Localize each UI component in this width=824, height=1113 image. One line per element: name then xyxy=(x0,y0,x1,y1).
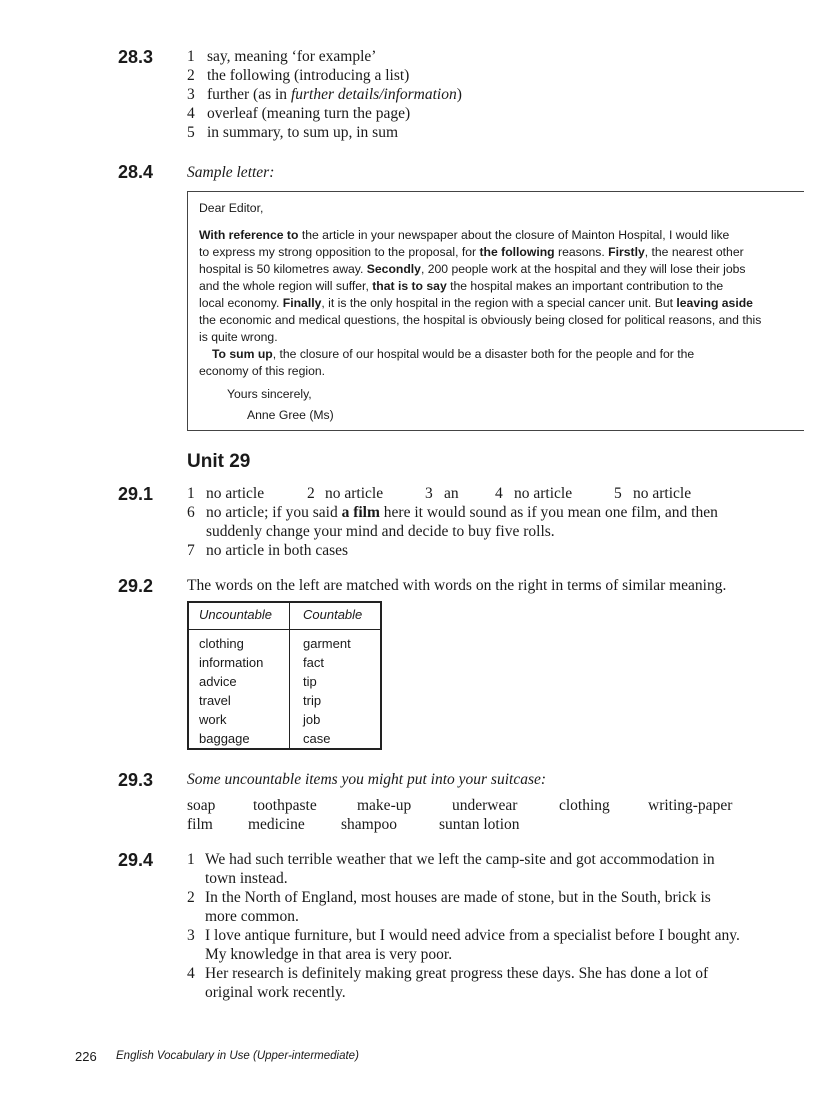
letter-text: , 200 people work at the hospital and they will lose their jobs xyxy=(420,262,746,276)
letter-keyword: With reference to xyxy=(199,228,299,242)
letter-keyword: Firstly xyxy=(608,245,645,259)
answer-text: suddenly change your mind and decide to buy five rolls. xyxy=(206,523,555,540)
table-divider xyxy=(289,603,290,748)
table-cell: clothing xyxy=(199,636,244,651)
letter-text: reasons. xyxy=(554,245,609,259)
letter-line: is quite wrong. xyxy=(199,330,278,344)
letter-line xyxy=(212,347,694,361)
answer-text: more common. xyxy=(205,908,299,925)
answer-text-bold: a film xyxy=(341,504,380,521)
item-number: 4 xyxy=(495,485,503,502)
sample-letter-heading: Sample letter: xyxy=(187,164,275,181)
letter-keyword: Finally xyxy=(282,296,322,310)
answer-text-plain: further (as in xyxy=(207,86,291,103)
answer-text-plain: here it would sound as if you mean one film, and then xyxy=(379,504,718,521)
item-number: 2 xyxy=(307,485,315,502)
item-number: 7 xyxy=(187,542,195,559)
page-number: 226 xyxy=(75,1049,97,1064)
letter-text: the article in your newspaper about the closure of Mainton Hospital, I would like xyxy=(298,228,730,242)
table-header-countable: Countable xyxy=(303,607,363,622)
answer-text: Her research is definitely making great progress these days. She has done a lot of xyxy=(205,965,709,982)
word-item: shampoo xyxy=(341,816,397,833)
table-cell: case xyxy=(303,731,331,746)
table-cell: baggage xyxy=(199,731,250,746)
letter-text: to express my strong opposition to the proposal, for xyxy=(199,245,480,259)
letter-line xyxy=(199,228,729,242)
unit-title: Unit 29 xyxy=(187,451,251,472)
table-cell: advice xyxy=(199,674,237,689)
answer-text: In the North of England, most houses are made of stone, but in the South, brick is xyxy=(205,889,711,906)
answer-text: original work recently. xyxy=(205,984,346,1001)
answer-text: no article xyxy=(633,485,692,502)
letter-text: hospital is 50 kilometres away. xyxy=(199,262,367,276)
table-cell: travel xyxy=(199,693,231,708)
answer-text-end: ) xyxy=(456,86,462,103)
item-number: 2 xyxy=(187,67,195,84)
item-number: 2 xyxy=(187,889,195,906)
word-item: toothpaste xyxy=(253,797,317,814)
section-intro: The words on the left are matched with words on the right in terms of similar meaning. xyxy=(187,577,727,594)
table-cell: job xyxy=(303,712,321,727)
letter-text: , the closure of our hospital would be a disaster both for the people and for the xyxy=(272,347,695,361)
item-number: 6 xyxy=(187,504,195,521)
table-divider xyxy=(189,629,380,630)
item-number: 1 xyxy=(187,485,195,502)
word-item: clothing xyxy=(559,797,610,814)
section-intro: Some uncountable items you might put into your suitcase: xyxy=(187,771,547,788)
answer-text: I love antique furniture, but I would need advice from a specialist before I bought any. xyxy=(205,927,740,944)
letter-line xyxy=(199,262,745,276)
answer-text: say, meaning ‘for example’ xyxy=(207,48,377,65)
word-item: film xyxy=(187,816,213,833)
book-title: English Vocabulary in Use (Upper-intermediate) xyxy=(116,1050,359,1062)
table-cell: fact xyxy=(303,655,324,670)
letter-keyword: To sum up xyxy=(212,347,273,361)
answer-text: We had such terrible weather that we left the camp-site and got accommodation in xyxy=(205,851,715,868)
word-item: soap xyxy=(187,797,216,814)
table-cell: trip xyxy=(303,693,322,708)
answer-text: overleaf (meaning turn the page) xyxy=(207,105,411,122)
letter-line: the economic and medical questions, the hospital is obviously being closed for political reasons, and this xyxy=(199,313,762,327)
answer-text-italic: further details/information xyxy=(290,86,457,103)
letter-keyword: Secondly xyxy=(366,262,421,276)
letter-line: economy of this region. xyxy=(199,364,326,378)
section-number-29-4: 29.4 xyxy=(118,850,154,870)
section-number-29-3: 29.3 xyxy=(118,770,154,790)
letter-line xyxy=(199,245,744,259)
item-number: 5 xyxy=(187,124,195,141)
section-number-28-4: 28.4 xyxy=(118,162,154,182)
word-item: suntan lotion xyxy=(439,816,520,833)
item-number: 3 xyxy=(425,485,433,502)
item-number: 5 xyxy=(614,485,622,502)
letter-line xyxy=(199,279,723,293)
letter-text: the hospital makes an important contribution to the xyxy=(446,279,724,293)
item-number: 1 xyxy=(187,48,195,65)
answer-text: no article in both cases xyxy=(206,542,349,559)
letter-keyword: leaving aside xyxy=(676,296,753,310)
answer-text xyxy=(206,504,718,522)
section-number-29-1: 29.1 xyxy=(118,484,154,504)
item-number: 4 xyxy=(187,105,195,122)
letter-salutation: Dear Editor, xyxy=(199,201,264,215)
word-item: make-up xyxy=(357,797,412,814)
item-number: 3 xyxy=(187,927,195,944)
answer-text: My knowledge in that area is very poor. xyxy=(205,946,453,963)
letter-text: , the nearest other xyxy=(644,245,744,259)
word-item: medicine xyxy=(248,816,305,833)
item-number: 3 xyxy=(187,86,195,103)
letter-text: and the whole region will suffer, xyxy=(199,279,373,293)
table-cell: garment xyxy=(303,636,351,651)
letter-line xyxy=(199,296,753,310)
item-number: 1 xyxy=(187,851,195,868)
answer-text: an xyxy=(444,485,459,502)
answer-text: the following (introducing a list) xyxy=(207,67,410,84)
word-item: writing-paper xyxy=(648,797,733,814)
letter-keyword: the following xyxy=(479,245,555,259)
item-number: 4 xyxy=(187,965,195,982)
answer-text xyxy=(207,86,462,104)
answer-text: in summary, to sum up, in sum xyxy=(207,124,399,141)
word-match-table xyxy=(187,601,382,750)
table-cell: work xyxy=(199,712,227,727)
section-number-29-2: 29.2 xyxy=(118,576,154,596)
answer-text-plain: no article; if you said xyxy=(206,504,342,521)
table-header-uncountable: Uncountable xyxy=(199,607,272,622)
table-cell: information xyxy=(199,655,264,670)
letter-text: , it is the only hospital in the region with a special cancer unit. But xyxy=(321,296,677,310)
answer-text: no article xyxy=(325,485,384,502)
letter-closing: Yours sincerely, xyxy=(227,387,312,401)
answer-text: town instead. xyxy=(205,870,288,887)
letter-signature: Anne Gree (Ms) xyxy=(247,408,334,422)
letter-keyword: that is to say xyxy=(372,279,447,293)
answer-text: no article xyxy=(514,485,573,502)
section-number-28-3: 28.3 xyxy=(118,47,154,67)
letter-text: local economy. xyxy=(199,296,283,310)
answer-text: no article xyxy=(206,485,265,502)
word-item: underwear xyxy=(452,797,518,814)
table-cell: tip xyxy=(303,674,317,689)
